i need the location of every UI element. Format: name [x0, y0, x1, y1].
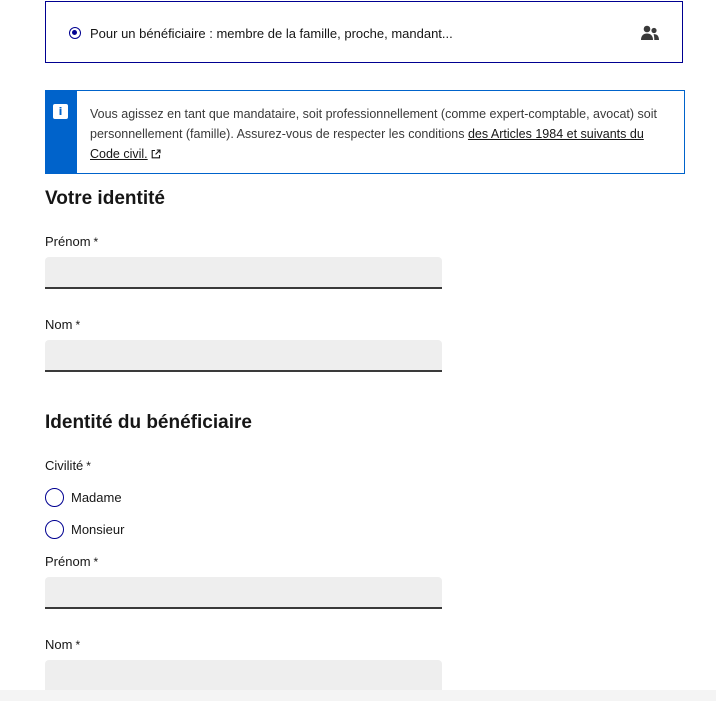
info-notice-text	[90, 104, 670, 164]
page-bottom-edge	[0, 690, 716, 701]
civility-option-label: Madame	[71, 490, 122, 505]
your-lastname-label-text: Nom	[45, 317, 73, 332]
beneficiary-firstname-label	[45, 554, 98, 569]
beneficiary-firstname-input[interactable]	[45, 577, 442, 609]
choice-label: Pour un bénéficiaire : membre de la famille, proche, mandant...	[90, 26, 453, 41]
civil-code-link-label: des Articles 1984 et suivants du Code civil.	[90, 127, 644, 161]
beneficiary-lastname-label-text: Nom	[45, 637, 73, 652]
info-icon: i	[53, 104, 68, 119]
your-identity-heading: Votre identité	[45, 188, 165, 209]
info-notice-bar	[45, 90, 77, 174]
civility-label-text: Civilité	[45, 458, 84, 473]
your-firstname-input[interactable]	[45, 257, 442, 289]
beneficiary-firstname-label-text: Prénom	[45, 554, 91, 569]
your-firstname-label	[45, 234, 98, 249]
civility-option-label: Monsieur	[71, 522, 125, 537]
info-notice-body: Vous agissez en tant que mandataire, soit professionnellement (comme expert-comptable, avocat) soit personnellement (famille). Assurez-vous de respecter les conditions	[90, 107, 657, 141]
required-asterisk: *	[75, 638, 81, 652]
beneficiary-lastname-input[interactable]	[45, 660, 442, 692]
required-asterisk: *	[86, 459, 91, 473]
your-firstname-label-text: Prénom	[45, 234, 91, 249]
info-notice	[45, 90, 685, 174]
required-asterisk: *	[93, 555, 99, 569]
beneficiary-lastname-label	[45, 637, 80, 652]
radio-button[interactable]	[45, 488, 64, 507]
civility-label	[45, 458, 91, 473]
selected-radio[interactable]	[69, 27, 81, 39]
your-lastname-input[interactable]	[45, 340, 442, 372]
your-lastname-label	[45, 317, 80, 332]
external-link-icon	[151, 149, 161, 159]
beneficiary-choice-card[interactable]	[45, 1, 683, 63]
people-icon	[641, 25, 659, 41]
required-asterisk: *	[75, 318, 81, 332]
beneficiary-identity-heading: Identité du bénéficiaire	[45, 412, 252, 433]
radio-button[interactable]	[45, 520, 64, 539]
required-asterisk: *	[93, 235, 99, 249]
